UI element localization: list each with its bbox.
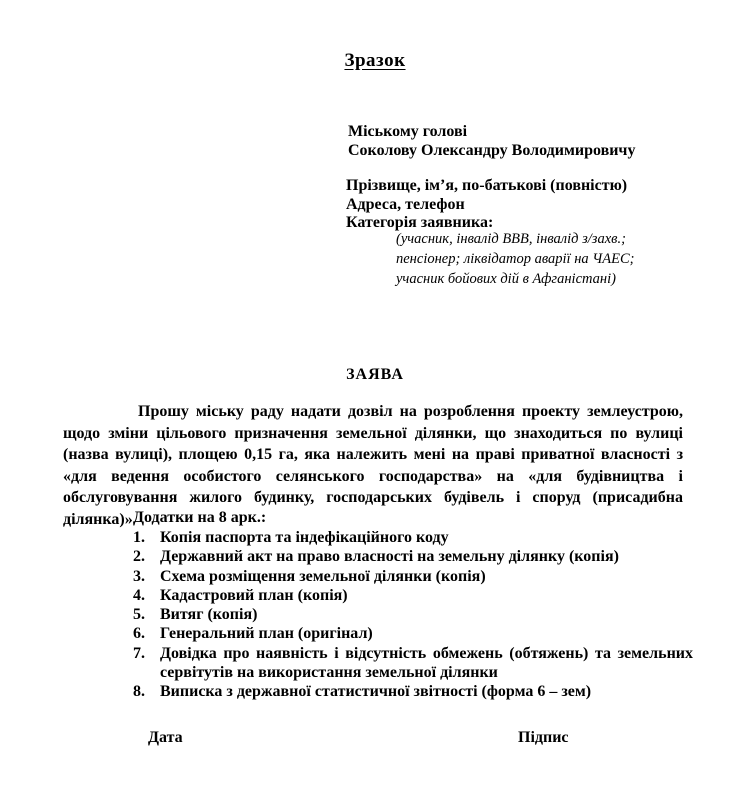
attachment-item-text: Довідка про наявність і відсутність обмежень (обтяжень) та земельних сервітутів на використання земельної ділянки xyxy=(160,644,693,682)
attachment-item xyxy=(133,567,693,586)
attachment-item-text: Копія паспорта та індефікаційного коду xyxy=(160,529,449,546)
attachment-item xyxy=(133,605,693,624)
attachment-item xyxy=(133,644,693,683)
applicant-block xyxy=(346,177,627,233)
attachment-item-text: Державний акт на право власності на земельну ділянку (копія) xyxy=(160,548,619,566)
signature-label: Підпис xyxy=(518,729,569,746)
attachment-item-text: Схема розміщення земельної ділянки (копія) xyxy=(160,567,486,585)
attachment-item-number: 8. xyxy=(133,683,145,701)
statement-body-paragraph: Прошу міську раду надати дозвіл на розроблення проекту землеустрою, щодо зміни цільового призначення земельної ділянки, що знаходиться по вулиці (назва вулиці), площею 0,15 га, яка належить мені на праві приватної власності з «для ведення особистого селянського господарства» на «для будівництва і обслуговування жилого будинку, господарських будівель і споруд (присадибна ділянка)» xyxy=(63,403,683,528)
attachment-item xyxy=(133,586,693,605)
applicant-address-label: Адреса, телефон xyxy=(346,195,465,213)
attachment-item-text: Генеральний план (оригінал) xyxy=(160,625,373,643)
attachment-item-number: 7. xyxy=(133,644,145,662)
recipient-position: Міському голові xyxy=(348,123,468,140)
attachment-item-number: 2. xyxy=(133,548,145,566)
attachment-item-text: Кадастровий план (копія) xyxy=(160,586,348,604)
attachment-item-text: Витяг (копія) xyxy=(160,606,258,624)
applicant-name-label: Прізвище, ім’я, по-батькові (повністю) xyxy=(346,177,628,194)
recipient-block xyxy=(348,122,635,160)
attachment-item xyxy=(133,547,693,566)
date-label: Дата xyxy=(148,729,183,746)
attachments-section xyxy=(133,508,693,702)
attachment-item xyxy=(133,624,693,643)
attachment-item-number: 4. xyxy=(133,586,145,604)
attachments-header: Додатки на 8 арк.: xyxy=(133,509,267,526)
applicant-category-note: (учасник, інвалід ВВВ, інвалід з/захв.; пенсіонер; ліквідатор аварії на ЧАЕС; учасник бойових дій в Афганістані) xyxy=(396,231,635,287)
document-title: Зразок xyxy=(344,50,406,71)
attachment-item-number: 5. xyxy=(133,606,145,624)
applicant-category-label: Категорія заявника: xyxy=(346,214,494,231)
attachment-item-number: 1. xyxy=(133,529,145,546)
attachment-item-number: 6. xyxy=(133,625,145,643)
attachment-item-number: 3. xyxy=(133,567,145,585)
statement-heading: ЗАЯВА xyxy=(346,366,404,383)
attachments-list xyxy=(133,528,693,702)
recipient-name: Соколову Олександру Володимировичу xyxy=(348,142,636,159)
attachment-item-text: Виписка з державної статистичної звітності (форма 6 – зем) xyxy=(160,683,592,701)
attachment-item xyxy=(133,682,693,701)
attachment-item xyxy=(133,528,693,547)
